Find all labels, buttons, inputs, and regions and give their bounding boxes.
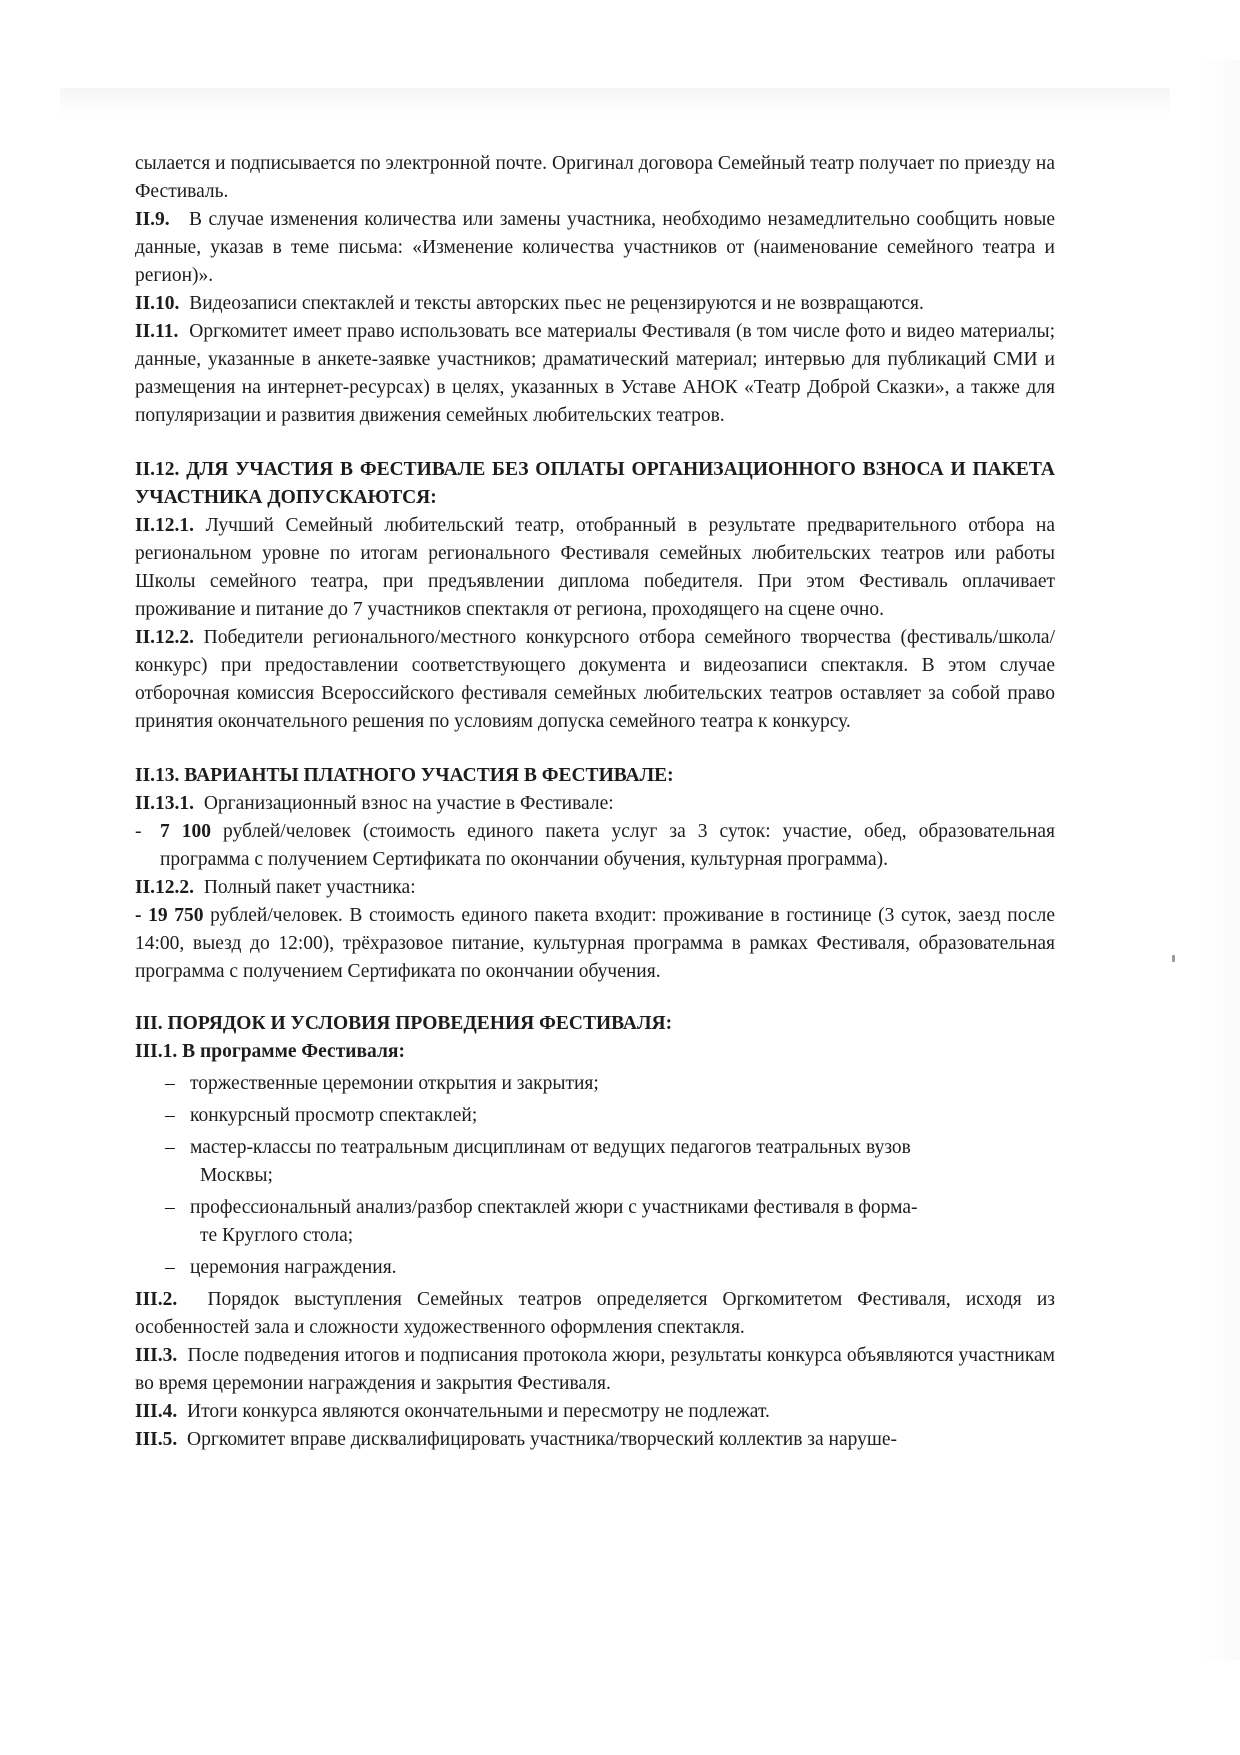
paragraph-text: Оргкомитет вправе дисквалифицировать участника/творческий коллектив за наруше- (187, 1429, 898, 1450)
scan-edge-shadow (60, 88, 1170, 118)
subheading-3-1: III.1. В программе Фестиваля: (135, 1041, 405, 1062)
paragraph-text: Порядок выступления Семейных театров определяется Оргкомитетом Фестиваля, исходя из особенностей зала и сложности художественного оформления спектакля. (135, 1289, 1056, 1338)
fee-item (135, 818, 1055, 874)
paragraph-text: После подведения итогов и подписания протокола жюри, результаты конкурса объявляются участникам во время церемонии награждения и закрытия Фестиваля. (135, 1345, 1055, 1394)
list-item (165, 1070, 1055, 1098)
fee-amount: 7 100 (160, 821, 212, 842)
heading-2-13: II.13. ВАРИАНТЫ ПЛАТНОГО УЧАСТИЯ В ФЕСТИВАЛЕ: (135, 765, 674, 786)
paragraph-2-12-1 (135, 512, 1055, 624)
full-package-item (135, 902, 1055, 986)
full-package-amount: - 19 750 (135, 905, 204, 926)
heading-2-12: II.12. ДЛЯ УЧАСТИЯ В ФЕСТИВАЛЕ БЕЗ ОПЛАТЫ ОРГАНИЗАЦИОННОГО ВЗНОСА И ПАКЕТА УЧАСТНИКА ДОПУСКАЮТСЯ: (135, 459, 1055, 508)
paragraph-number: III.5. (135, 1429, 178, 1450)
list-item-text: церемония награждения. (190, 1257, 397, 1278)
paragraph-text: Оргкомитет имеет право использовать все материалы Фестиваля (в том числе фото и видео материалы; данные, указанные в анкете-заявке участников; драматический материал; интервью для публикаций СМИ и размещения на интернет-ресурсах) в целях, указанных в Уставе АНОК «Театр Доброй Сказки», а также для популяризации и развития движения семейных любительских театров. (135, 321, 1056, 426)
paragraph-number: II.12.2. (135, 877, 195, 898)
dash-marker: – (165, 1197, 175, 1218)
dash-marker: – (165, 1073, 175, 1094)
dash-marker: – (165, 1137, 175, 1158)
list-item (165, 1134, 1055, 1190)
list-item (165, 1102, 1055, 1130)
paragraph-3-4 (135, 1398, 1055, 1426)
paragraph-2-13-1 (135, 790, 1055, 818)
paragraph-number: II.12.1. (135, 515, 195, 536)
program-list (135, 1070, 1055, 1282)
scan-speck (1172, 955, 1175, 962)
paragraph-3-5 (135, 1426, 1055, 1454)
paragraph-text: Победители регионального/местного конкурсного отбора семейного творчества (фестиваль/школа/конкурс) при предоставлении соответствующего документа и видеозаписи спектакля. В этом случае отборочная комиссия Всероссийского фестиваля семейных любительских театров оставляет за собой право принятия окончательного решения по условиям допуска семейного театра к конкурсу. (135, 627, 1056, 732)
paragraph-2-12-2 (135, 624, 1055, 736)
list-item-text: торжественные церемонии открытия и закрытия; (190, 1073, 599, 1094)
paragraph-text: Видеозаписи спектаклей и тексты авторских пьес не рецензируются и не возвращаются. (189, 293, 924, 314)
list-item-continuation: Москвы; (200, 1165, 273, 1186)
list-item-continuation: те Круглого стола; (200, 1225, 354, 1246)
paragraph-2-11 (135, 318, 1055, 430)
scan-right-shadow (1200, 60, 1240, 1660)
intro-paragraph: сылается и подписывается по электронной почте. Оригинал договора Семейный театр получает по приезду на Фестиваль. (135, 153, 1055, 202)
paragraph-3-2 (135, 1286, 1055, 1342)
paragraph-text: Организационный взнос на участие в Фестивале: (203, 793, 614, 814)
full-package-text: рублей/человек. В стоимость единого пакета входит: проживание в гостинице (3 суток, заезд после 14:00, выезд до 12:00), трёхразовое питание, культурная программа в рамках Фестиваля, образовательная программа с получением Сертификата по окончании обучения. (135, 905, 1055, 982)
paragraph-text: Полный пакет участника: (203, 877, 416, 898)
list-item (165, 1254, 1055, 1282)
dash-marker: – (165, 1105, 175, 1126)
paragraph-2-12-2-package (135, 874, 1055, 902)
section-3-heading: III. ПОРЯДОК И УСЛОВИЯ ПРОВЕДЕНИЯ ФЕСТИВАЛЯ: (135, 1013, 673, 1034)
paragraph-number: III.4. (135, 1401, 178, 1422)
paragraph-number: II.11. (135, 321, 179, 342)
paragraph-number: II.10. (135, 293, 180, 314)
list-item-text: мастер-классы по театральным дисциплинам от ведущих педагогов театральных вузов (190, 1137, 911, 1158)
paragraph-text: В случае изменения количества или замены участника, необходимо незамедлительно сообщить новые данные, указав в теме письма: «Изменение количества участников от (наименование семейного театра и регион)». (135, 209, 1055, 286)
fee-text: рублей/человек (стоимость единого пакета услуг за 3 суток: участие, обед, образовательная программа с получением Сертификата по окончании обучения, культурная программа). (160, 821, 1055, 870)
dash-marker: - (135, 821, 142, 842)
paragraph-number: II.9. (135, 209, 170, 230)
paragraph-number: III.2. (135, 1289, 178, 1310)
list-item-text: профессиональный анализ/разбор спектаклей жюри с участниками фестиваля в форма- (190, 1197, 918, 1218)
paragraph-text: Лучший Семейный любительский театр, отобранный в результате предварительного отбора на региональном уровне по итогам регионального Фестиваля семейных любительских театров или работы Школы семейного театра, при предъявлении диплома победителя. При этом Фестиваль оплачивает проживание и питание до 7 участников спектакля от региона, проходящего на сцене очно. (135, 515, 1055, 620)
dash-marker: – (165, 1257, 175, 1278)
paragraph-number: II.13.1. (135, 793, 195, 814)
list-item (165, 1194, 1055, 1250)
paragraph-2-10 (135, 290, 1055, 318)
document-page (135, 150, 1055, 1454)
paragraph-number: II.12.2. (135, 627, 195, 648)
paragraph-text: Итоги конкурса являются окончательными и пересмотру не подлежат. (187, 1401, 770, 1422)
list-item-text: конкурсный просмотр спектаклей; (190, 1105, 478, 1126)
paragraph-3-3 (135, 1342, 1055, 1398)
paragraph-2-9 (135, 206, 1055, 290)
paragraph-number: III.3. (135, 1345, 178, 1366)
